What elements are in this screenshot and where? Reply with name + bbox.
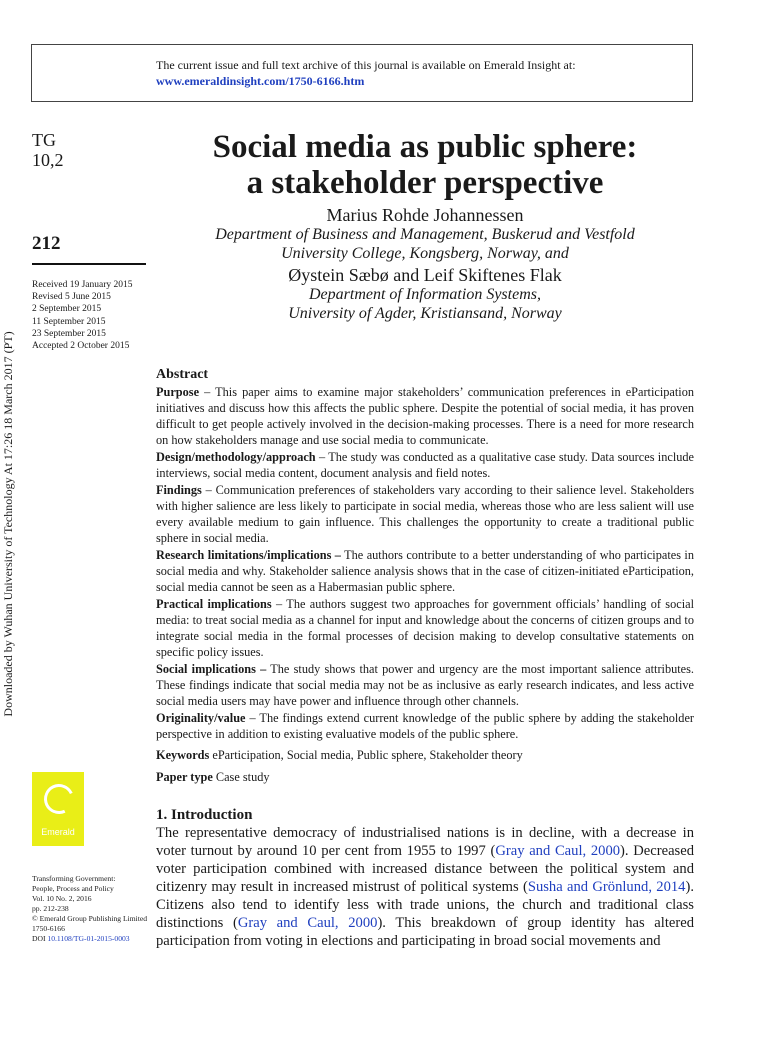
- citation-link-2[interactable]: Susha and Grönlund, 2014: [527, 879, 686, 895]
- journal-info: [32, 874, 157, 944]
- originality-label: Originality/value: [156, 711, 246, 725]
- affiliation-2-line-1: Department of Information Systems,: [309, 286, 541, 303]
- title-line-1: Social media as public sphere:: [212, 129, 638, 165]
- date-revised-2: 2 September 2015: [32, 304, 102, 315]
- abstract-paper-type: [156, 769, 694, 785]
- date-accepted: Accepted 2 October 2015: [32, 341, 130, 352]
- divider: [32, 263, 146, 265]
- citation-link-3[interactable]: Gray and Caul, 2000: [237, 915, 378, 931]
- purpose-label: Purpose: [156, 385, 200, 399]
- banner-text: [156, 57, 576, 89]
- findings-text: – Communication preferences of stakeholders vary according to their salience level. Stakeholders with higher salience are less likely to participate in social media, whereas those who are less salient will use every available medium to gain influence. This challenges the opportunity to create a traditional public sphere in social media.: [156, 483, 694, 545]
- abstract-research: [156, 547, 694, 595]
- affiliation-1-line-2: University College, Kongsberg, Norway, and: [281, 244, 569, 262]
- journal-pages: pp. 212-238: [32, 904, 69, 913]
- journal-doi: [32, 934, 157, 944]
- intro-heading: 1. Introduction: [156, 807, 253, 823]
- research-label: Research limitations/implications –: [156, 548, 341, 562]
- abstract-keywords: [156, 747, 694, 763]
- page-number: 212: [32, 233, 61, 254]
- design-text: – The study was conducted as a qualitative case study. Data sources include interviews, social media content, document analysis and field notes.: [156, 450, 694, 480]
- introduction-section: [156, 807, 694, 950]
- doi-label: DOI: [32, 934, 46, 943]
- keywords-label: Keywords: [156, 748, 210, 762]
- author-block: [160, 205, 690, 323]
- date-revised: Revised 5 June 2015: [32, 292, 111, 303]
- emerald-ring-icon: [40, 780, 78, 818]
- abstract-heading: Abstract: [156, 367, 209, 382]
- paper-type-text: Case study: [212, 770, 270, 784]
- journal-volume: 10,2: [32, 150, 64, 170]
- findings-label: Findings: [156, 483, 202, 497]
- journal-issue: Vol. 10 No. 2, 2016: [32, 894, 92, 903]
- intro-text-3: ). Citizens also tend to identify less with trade unions, the church and traditional class distinctions (: [156, 879, 694, 931]
- intro-paragraph: [156, 824, 694, 950]
- banner-line: The current issue and full text archive of this journal is available on Emerald Insight at:: [156, 58, 576, 72]
- citation-link-1[interactable]: Gray and Caul, 2000: [495, 843, 621, 859]
- author-2: Øystein Sæbø and Leif Skiftenes Flak: [288, 265, 562, 285]
- practical-label: Practical implications: [156, 597, 272, 611]
- journal-banner: [31, 44, 693, 102]
- intro-text-4: ). This breakdown of group identity has altered participation from voting in elections and participating in broad social movements and: [156, 915, 694, 949]
- download-note: Downloaded by Wuhan University of Technology At 17:26 18 March 2017 (PT): [1, 331, 15, 717]
- paper-type-label: Paper type: [156, 770, 213, 784]
- originality-text: – The findings extend current knowledge of the public sphere by adding the stakeholder perspective in addition to existing evaluative models of the public sphere.: [156, 711, 694, 741]
- affiliation-2-line-2: University of Agder, Kristiansand, Norway: [288, 304, 562, 322]
- purpose-text: – This paper aims to examine major stakeholders’ communication preferences in eParticipation initiatives and discuss how this affects the public sphere. Despite the potential of social media, it has proven difficult to get people actively involved in the decision-making processes. There is a need for more research on how stakeholders manage and use social media to communicate.: [156, 385, 694, 447]
- intro-text-1: The representative democracy of industrialised nations is in decline, with a decrease in voter turnout by around 10 per cent from 1955 to 1997 (: [156, 825, 694, 859]
- date-revised-4: 23 September 2015: [32, 328, 106, 339]
- intro-text-2: ). Decreased voter participation combined with increased distance between the political system and citizenry may result in increased mistrust of political systems (: [156, 843, 695, 895]
- abstract: [156, 367, 694, 786]
- journal-issn: 1750-6166: [32, 924, 65, 933]
- article-title: [160, 129, 690, 201]
- journal-url-link[interactable]: www.emeraldinsight.com/1750-6166.htm: [156, 74, 365, 88]
- journal-abbrev: TG: [32, 130, 56, 150]
- abstract-purpose: [156, 384, 694, 448]
- doi-link[interactable]: 10.1108/TG-01-2015-0003: [47, 934, 130, 943]
- keywords-text: eParticipation, Social media, Public sphere, Stakeholder theory: [209, 748, 523, 762]
- abstract-practical: [156, 596, 694, 660]
- emerald-logo: [32, 772, 84, 846]
- logo-text: Emerald: [41, 827, 75, 837]
- affiliation-1-line-1: Department of Business and Management, Buskerud and Vestfold: [215, 226, 635, 243]
- history-dates: [32, 279, 162, 352]
- research-text: The authors contribute to a better understanding of who participates in social media and why. Stakeholder salience analysis shows that in the case of citizen-initiated eParticipation, social media cannot be seen as a Habermasian public sphere.: [156, 548, 694, 594]
- abstract-social: [156, 661, 694, 709]
- journal-name-1: Transforming Government:: [32, 874, 116, 883]
- design-label: Design/methodology/approach: [156, 450, 316, 464]
- social-text: The study shows that power and urgency are the most important salience attributes. These findings indicate that social media may not be as inclusive as early research indicates, and less active social media users may have power and influence through other channels.: [156, 662, 694, 708]
- practical-text: – The authors suggest two approaches for government officials’ handling of social media: to treat social media as a channel for input and knowledge about the concerns of citizen groups and to integrate social media in the formal processes of decision making to develop consultative statements on specific policy issues.: [156, 597, 694, 659]
- social-label: Social implications –: [156, 662, 267, 676]
- journal-copyright: © Emerald Group Publishing Limited: [32, 914, 148, 923]
- journal-code: [32, 130, 64, 170]
- abstract-design: [156, 449, 694, 481]
- title-line-2: a stakeholder perspective: [246, 165, 604, 201]
- abstract-findings: [156, 482, 694, 546]
- author-1: Marius Rohde Johannessen: [326, 205, 524, 225]
- date-received: Received 19 January 2015: [32, 280, 133, 290]
- abstract-originality: [156, 710, 694, 742]
- journal-name-2: People, Process and Policy: [32, 884, 114, 893]
- date-revised-3: 11 September 2015: [32, 316, 106, 327]
